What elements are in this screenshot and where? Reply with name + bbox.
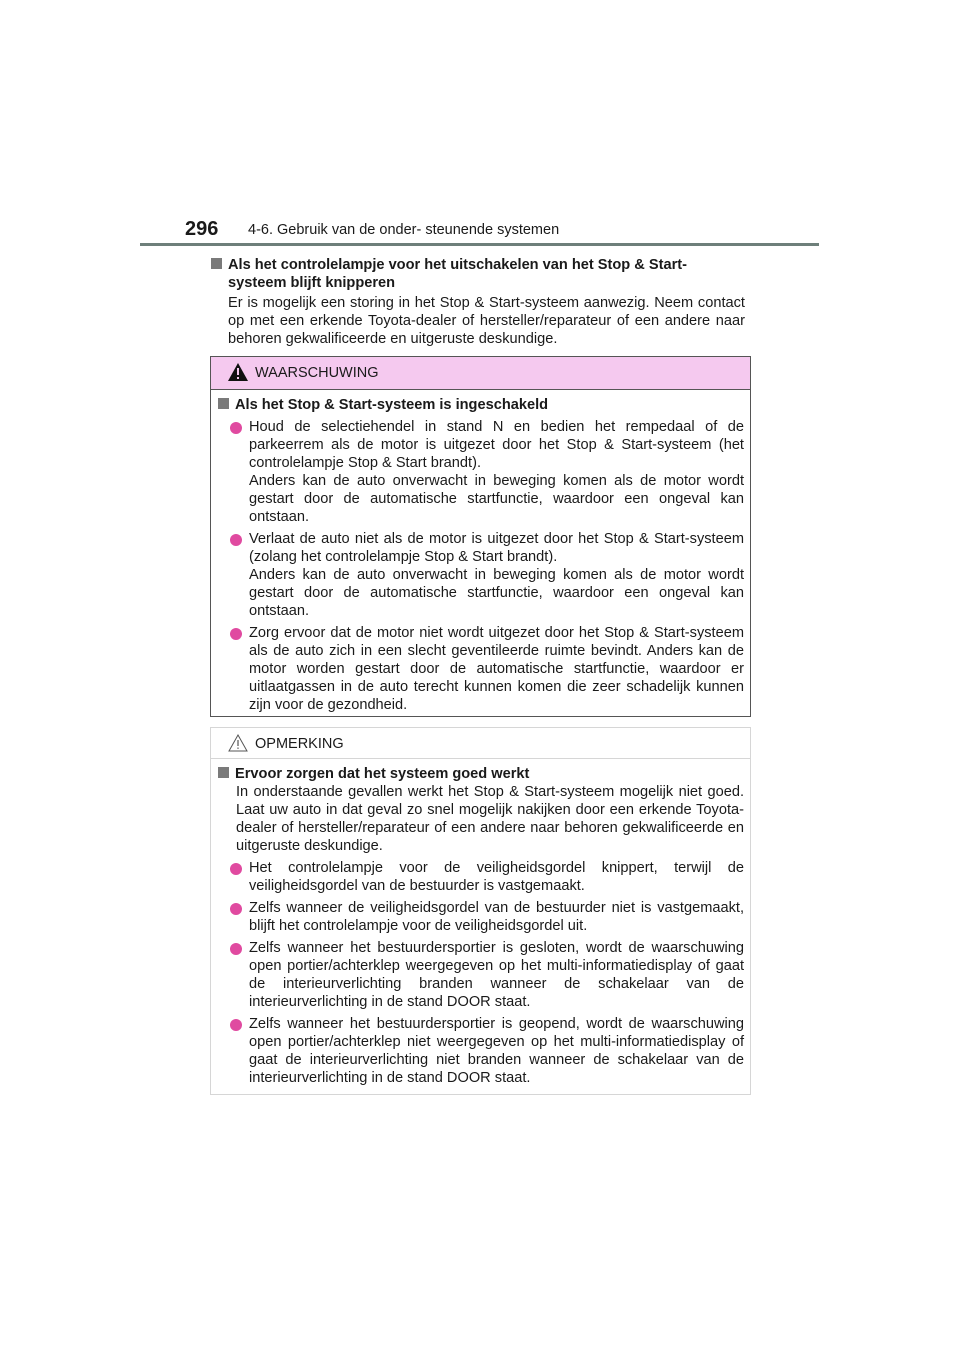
- round-bullet-icon: [230, 943, 242, 955]
- warning-list: [218, 418, 744, 714]
- warning-item-text: Houd de selectiehendel in stand N en bedien het rempedaal of de parkeerrem als de motor is uitgezet door het Stop & Start-systeem (het controlelampje Stop & Start brandt).: [249, 419, 744, 471]
- warning-box: [210, 356, 751, 717]
- square-bullet-icon: [218, 398, 229, 409]
- warning-triangle-icon: [228, 363, 248, 381]
- square-bullet-icon: [211, 258, 222, 269]
- warning-title-bar: [211, 357, 750, 390]
- note-heading: Ervoor zorgen dat het systeem goed werkt: [218, 765, 744, 783]
- note-item: [218, 899, 744, 935]
- intro-heading: Als het controlelampje voor het uitschakelen van het Stop & Start-systeem blijft knipperen: [211, 256, 745, 292]
- warning-heading: Als het Stop & Start-systeem is ingeschakeld: [218, 396, 744, 414]
- round-bullet-icon: [230, 628, 242, 640]
- chapter-title: 4-6. Gebruik van de onder- steunende systemen: [248, 222, 560, 238]
- warning-item-text: Anders kan de auto onverwacht in beweging komen als de motor wordt gestart door de automatische startfunctie, waardoor een ongeval kan ontstaan.: [249, 473, 744, 525]
- warning-item-text: Verlaat de auto niet als de motor is uitgezet door het Stop & Start-systeem (zolang het controlelampje Stop & Start brandt).: [249, 531, 744, 565]
- caution-triangle-icon: [228, 734, 248, 752]
- header-rule: [140, 243, 819, 246]
- round-bullet-icon: [230, 422, 242, 434]
- warning-item: [218, 624, 744, 714]
- note-title: OPMERKING: [255, 736, 344, 752]
- intro-section: [211, 256, 745, 348]
- square-bullet-icon: [218, 767, 229, 778]
- warning-item-text: Anders kan de auto onverwacht in beweging komen als de motor wordt gestart door de automatische startfunctie, waardoor een ongeval kan ontstaan.: [249, 567, 744, 619]
- round-bullet-icon: [230, 903, 242, 915]
- note-item-text: Zelfs wanneer het bestuurdersportier is geopend, wordt de waarschuwing open portier/achterklep niet weergegeven op het multi-informatiedisplay of gaat de interieurverlichting niet branden wanneer de schakelaar van de interieurverlichting in de stand DOOR staat.: [249, 1016, 744, 1086]
- note-item-text: Het controlelampje voor de veiligheidsgordel knippert, terwijl de veiligheidsgordel van de bestuurder is vastgemaakt.: [249, 860, 744, 894]
- round-bullet-icon: [230, 863, 242, 875]
- warning-item: [218, 530, 744, 620]
- page-number: 296: [185, 218, 219, 240]
- note-box: [210, 727, 751, 1095]
- note-item-text: Zelfs wanneer de veiligheidsgordel van de bestuurder niet is vastgemaakt, blijft het controlelampje voor de veiligheidsgordel uit.: [249, 900, 744, 934]
- note-item-text: Zelfs wanneer het bestuurdersportier is gesloten, wordt de waarschuwing open portier/achterklep weergegeven op het multi-informatiedisplay of gaat de interieurverlichting branden wanneer de schakelaar van de interieurverlichting in de stand DOOR staat.: [249, 940, 744, 1010]
- note-list: [218, 859, 744, 1087]
- warning-title: WAARSCHUWING: [255, 365, 379, 381]
- note-body: In onderstaande gevallen werkt het Stop & Start-systeem mogelijk niet goed. Laat uw auto in dat geval zo snel mogelijk nakijken door een erkende Toyota-dealer of hersteller/reparateur of een andere naar behoren gekwalificeerde en uitgeruste deskundige.: [236, 784, 744, 854]
- note-item: [218, 859, 744, 895]
- round-bullet-icon: [230, 534, 242, 546]
- intro-body: Er is mogelijk een storing in het Stop & Start-systeem aanwezig. Neem contact op met een erkende Toyota-dealer of hersteller/reparateur of een andere naar behoren gekwalificeerde en uitgeruste deskundige.: [228, 295, 745, 347]
- note-item: [218, 1015, 744, 1087]
- round-bullet-icon: [230, 1019, 242, 1031]
- note-title-bar: [211, 728, 750, 759]
- warning-item-text: Zorg ervoor dat de motor niet wordt uitgezet door het Stop & Start-systeem als de auto zich in een slecht geventileerde ruimte bevindt. Anders kan de motor worden gestart door de automatische startfunctie, waardoor er uitlaatgassen in de auto terecht kunnen komen die zeer schadelijk kunnen zijn voor de gezondheid.: [249, 625, 744, 713]
- note-item: [218, 939, 744, 1011]
- warning-item: [218, 418, 744, 526]
